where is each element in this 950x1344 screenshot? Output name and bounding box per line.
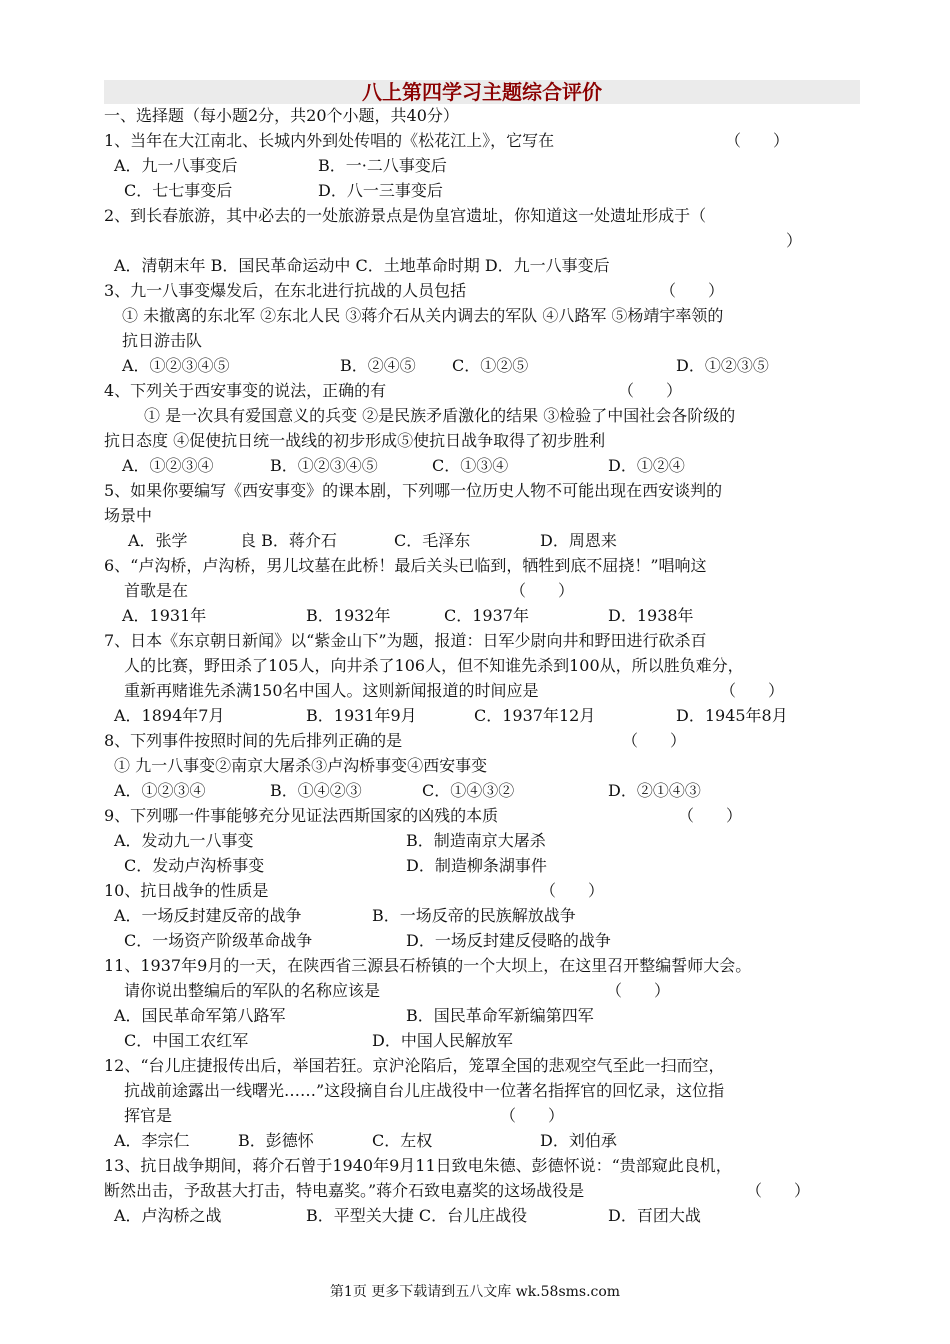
question-12-option-c: C．左权 [372, 1131, 433, 1150]
question-10-option-a: A．一场反封建反帝的战争 [114, 906, 302, 925]
question-12-option-b: B．彭德怀 [238, 1131, 314, 1150]
question-4-option-b: B．①②③④⑤ [270, 456, 378, 475]
question-10-option-b: B．一场反帝的民族解放战争 [372, 906, 576, 925]
question-7-stem-line-1: 7、日本《东京朝日新闻》以“紫金山下”为题，报道：日军少尉向井和野田进行砍杀百 [104, 631, 707, 650]
section-heading: 一、选择题（每小题2分，共20个小题，共40分） [104, 106, 459, 125]
question-3-option-a: A．①②③④⑤ [122, 356, 230, 375]
question-12-stem-line-1: 12、“台儿庄捷报传出后，举国若狂。京沪沦陷后，笼罩全国的悲观空气至此一扫而空， [104, 1056, 725, 1075]
question-4-option-d: D．①②④ [608, 456, 685, 475]
question-1-option-b: B．一·二八事变后 [318, 156, 447, 175]
question-5-stem-line-2: 场景中 [104, 506, 153, 525]
question-13-option-d: D．百团大战 [608, 1206, 701, 1225]
question-3-option-b: B．②④⑤ [340, 356, 416, 375]
question-12-stem-line-3: 挥官是 [124, 1106, 173, 1125]
question-3-option-c: C．①②⑤ [452, 356, 529, 375]
question-6-stem-line-2: 首歌是在 [124, 581, 189, 600]
question-13-answer-blank: （ ） [746, 1181, 811, 1200]
question-6-answer-blank: （ ） [510, 581, 575, 600]
question-8-stem: 8、下列事件按照时间的先后排列正确的是 [104, 731, 403, 750]
question-5-stem-line-1: 5、如果你要编写《西安事变》的课本剧，下列哪一位历史人物不可能出现在西安谈判的 [104, 481, 723, 500]
question-8-option-b: B．①④②③ [270, 781, 362, 800]
page-footer: 第1页 更多下载请到五八文库 wk.58sms.com [329, 1284, 621, 1300]
question-12-stem-line-2: 抗战前途露出一线曙光……”这段摘自台儿庄战役中一位著名指挥官的回忆录，这位指 [124, 1081, 725, 1100]
question-2-options: A．清朝末年 B．国民革命运动中 C．土地革命时期 D．九一八事变后 [114, 256, 610, 275]
question-12-option-a: A．李宗仁 [114, 1131, 190, 1150]
question-7-answer-blank: （ ） [720, 681, 785, 700]
question-9-option-c: C．发动卢沟桥事变 [124, 856, 265, 875]
question-5-option-c: C．毛泽东 [394, 531, 471, 550]
question-8-items: ① 九一八事变②南京大屠杀③卢沟桥事变④西安事变 [114, 756, 488, 775]
question-9-option-b: B．制造南京大屠杀 [406, 831, 546, 850]
question-5-option-a: A．张学 [128, 531, 188, 550]
question-2-stem: 2、到长春旅游，其中必去的一处旅游景点是伪皇宫遗址，你知道这一处遗址形成于（ [104, 206, 707, 225]
question-13-stem-line-2: 断然出击，予敌甚大打击，特电嘉奖。”蒋介石致电嘉奖的这场战役是 [104, 1181, 585, 1200]
question-8-option-c: C．①④③② [422, 781, 515, 800]
question-11-option-b: B．国民革命军新编第四军 [406, 1006, 594, 1025]
question-2-answer-blank-close: ） [786, 231, 803, 250]
question-7-stem-line-2: 人的比赛，野田杀了105人，向井杀了106人，但不知谁先杀到100从，所以胜负难分， [124, 656, 744, 675]
question-11-stem-line-2: 请你说出整编后的军队的名称应该是 [124, 981, 381, 1000]
question-8-option-a: A．①②③④ [114, 781, 206, 800]
question-8-answer-blank: （ ） [622, 731, 687, 750]
question-1-answer-blank: （ ） [725, 131, 790, 150]
question-6-option-a: A．1931年 [122, 606, 207, 625]
question-4-option-c: C．①③④ [432, 456, 509, 475]
question-9-answer-blank: （ ） [678, 806, 743, 825]
question-11-option-d: D．中国人民解放军 [372, 1031, 513, 1050]
question-13-option-b: B．平型关大捷 C．台儿庄战役 [306, 1206, 528, 1225]
question-10-option-d: D．一场反封建反侵略的战争 [406, 931, 611, 950]
question-6-option-c: C．1937年 [444, 606, 529, 625]
question-10-stem: 10、抗日战争的性质是 [104, 881, 269, 900]
question-4-option-a: A．①②③④ [122, 456, 214, 475]
question-5-option-b: 良 B．蒋介石 [240, 531, 337, 550]
question-4-items-line-2: 抗日态度 ④促使抗日统一战线的初步形成⑤使抗日战争取得了初步胜利 [104, 431, 606, 450]
question-7-stem-line-3: 重新再赌谁先杀满150名中国人。这则新闻报道的时间应是 [124, 681, 539, 700]
page-title: 八上第四学习主题综合评价 [362, 80, 602, 104]
question-9-stem: 9、下列哪一件事能够充分见证法西斯国家的凶残的本质 [104, 806, 499, 825]
question-7-option-a: A．1894年7月 [114, 706, 225, 725]
question-12-answer-blank: （ ） [500, 1106, 565, 1125]
question-3-answer-blank: （ ） [660, 281, 725, 300]
question-13-option-a: A．卢沟桥之战 [114, 1206, 222, 1225]
question-7-option-c: C．1937年12月 [474, 706, 596, 725]
question-6-option-b: B．1932年 [306, 606, 391, 625]
question-6-option-d: D．1938年 [608, 606, 694, 625]
question-1-option-d: D．八一三事变后 [318, 181, 443, 200]
question-11-option-c: C．中国工农红军 [124, 1031, 249, 1050]
question-3-items-line-1: ① 未撤离的东北军 ②东北人民 ③蒋介石从关内调去的军队 ④八路军 ⑤杨靖宇率领的 [122, 306, 724, 325]
question-3-stem: 3、九一八事变爆发后，在东北进行抗战的人员包括 [104, 281, 467, 300]
question-1-stem: 1、当年在大江南北、长城内外到处传唱的《松花江上》，它写在 [104, 131, 555, 150]
question-7-option-b: B．1931年9月 [306, 706, 417, 725]
question-8-option-d: D．②①④③ [608, 781, 701, 800]
question-12-option-d: D．刘伯承 [540, 1131, 617, 1150]
question-11-answer-blank: （ ） [606, 981, 671, 1000]
question-6-stem-line-1: 6、“卢沟桥，卢沟桥，男儿坟墓在此桥！最后关头已临到，牺牲到底不屈挠！”唱响这 [104, 556, 707, 575]
question-11-option-a: A．国民革命军第八路军 [114, 1006, 286, 1025]
question-11-stem-line-1: 11、1937年9月的一天，在陕西省三源县石桥镇的一个大坝上，在这里召开整编誓师大会。 [104, 956, 752, 975]
question-7-option-d: D．1945年8月 [676, 706, 788, 725]
question-9-option-a: A．发动九一八事变 [114, 831, 254, 850]
question-3-option-d: D．①②③⑤ [676, 356, 769, 375]
question-4-stem: 4、下列关于西安事变的说法，正确的有 [104, 381, 387, 400]
question-4-answer-blank: （ ） [618, 381, 683, 400]
question-13-stem-line-1: 13、抗日战争期间，蒋介石曾于1940年9月11日致电朱德、彭德怀说：“贵部窥此良机， [104, 1156, 732, 1175]
question-1-option-a: A．九一八事变后 [114, 156, 238, 175]
question-5-option-d: D．周恩来 [540, 531, 617, 550]
question-9-option-d: D．制造柳条湖事件 [406, 856, 547, 875]
question-10-answer-blank: （ ） [540, 881, 605, 900]
question-10-option-c: C．一场资产阶级革命战争 [124, 931, 313, 950]
question-1-option-c: C．七七事变后 [124, 181, 233, 200]
question-4-items-line-1: ① 是一次具有爱国意义的兵变 ②是民族矛盾激化的结果 ③检验了中国社会各阶级的 [144, 406, 736, 425]
question-3-items-line-2: 抗日游击队 [122, 331, 203, 350]
